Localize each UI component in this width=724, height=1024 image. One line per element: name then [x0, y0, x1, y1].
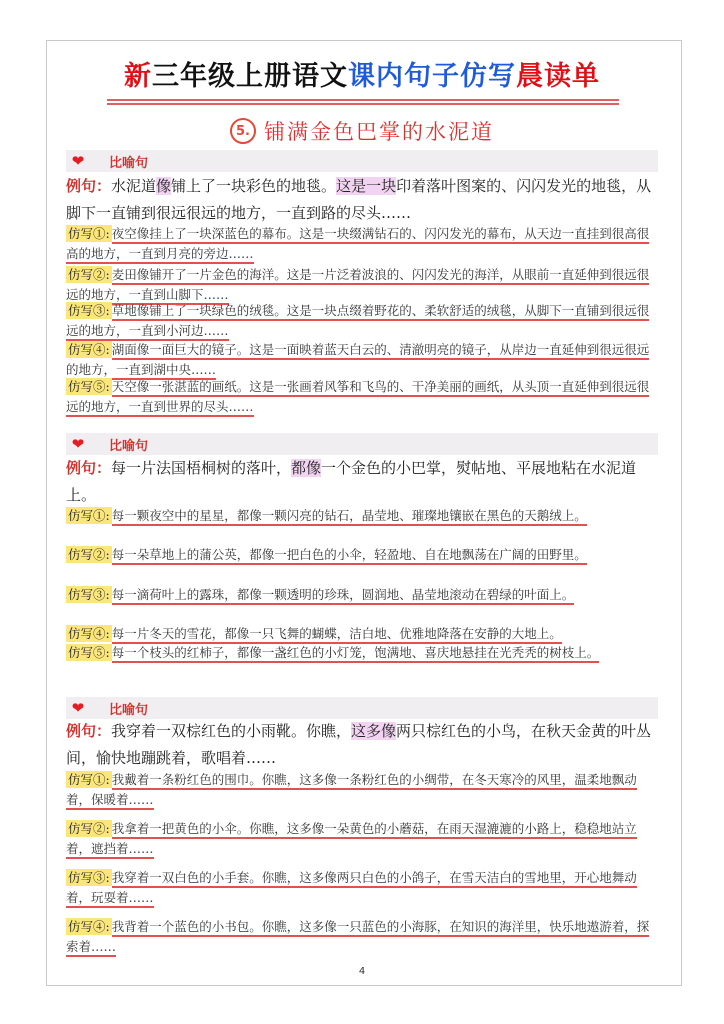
section-1-label: 比喻句 — [109, 155, 149, 171]
title-underline-2 — [107, 103, 619, 105]
lesson-number: 5. — [230, 118, 256, 144]
heart-icon: ❤ — [71, 435, 85, 453]
section-1-example: 例句：水泥道像铺上了一块彩色的地毯。这是一块印着落叶图案的、闪闪发光的地毯，从脚下一直铺到很远很远的地方，一直到路的尽头…… — [66, 177, 652, 222]
section-3-item-1: 仿写①: 我戴着一条粉红色的围巾。你瞧，这多像一条粉红色的小绸带，在冬天寒冷的风里，温柔地飘动着，保暖着…… — [66, 770, 658, 810]
section-1-item-2: 仿写②: 麦田像铺开了一片金色的海洋。这是一片泛着波浪的、闪闪发光的海洋，从眼前一直延伸到很远很远的地方，一直到山脚下…… — [66, 265, 658, 305]
section-2-item-4: 仿写④: 每一片冬天的雪花，都像一只飞舞的蝴蝶，洁白地、优雅地降落在安静的大地上。 — [66, 624, 658, 644]
section-2-item-3: 仿写③: 每一滴荷叶上的露珠，都像一颗透明的珍珠，圆润地、晶莹地滚动在碧绿的叶面上。 — [66, 585, 658, 605]
heart-icon: ❤ — [71, 699, 85, 717]
section-3-item-2: 仿写②: 我拿着一把黄色的小伞。你瞧，这多像一朵黄色的小蘑菇，在雨天湿漉漉的小路上，稳稳地站立着，遮挡着…… — [66, 819, 658, 859]
section-1-item-4: 仿写④: 湖面像一面巨大的镜子。这是一面映着蓝天白云的、清澈明亮的镜子，从岸边一直延伸到很远很远的地方，一直到湖中央…… — [66, 340, 658, 380]
lesson-title: 铺满金色巴掌的水泥道 — [264, 120, 494, 144]
section-2-header — [66, 433, 658, 455]
section-2-item-1: 仿写①: 每一颗夜空中的星星，都像一颗闪亮的钻石，晶莹地、璀璨地镶嵌在黑色的天鹅绒上。 — [66, 506, 658, 526]
section-3-header — [66, 697, 658, 719]
page-number: 4 — [358, 966, 366, 977]
section-3-item-3: 仿写③: 我穿着一双白色的小手套。你瞧，这多像两只白色的小鸽子，在雪天洁白的雪地里，开心地舞动着，玩耍着…… — [66, 868, 658, 908]
section-1-item-3: 仿写③: 草地像铺上了一块绿色的绒毯。这是一块点缀着野花的、柔软舒适的绒毯，从脚下一直铺到很远很远的地方，一直到小河边…… — [66, 301, 658, 341]
section-2-item-5: 仿写⑤: 每一个枝头的红柿子，都像一盏红色的小灯笼，饱满地、喜庆地悬挂在光秃秃的树枝上。 — [66, 643, 658, 663]
section-1-header — [66, 150, 658, 172]
section-1-item-1: 仿写①: 夜空像挂上了一块深蓝色的幕布。这是一块缀满钻石的、闪闪发光的幕布，从天边一直挂到很高很高的地方，一直到月亮的旁边…… — [66, 224, 658, 264]
section-3-item-4: 仿写④: 我背着一个蓝色的小书包。你瞧，这多像一只蓝色的小海豚，在知识的海洋里，快乐地遨游着，探索着…… — [66, 917, 658, 957]
section-2-item-2: 仿写②: 每一朵草地上的蒲公英，都像一把白色的小伞，轻盈地、自在地飘荡在广阔的田野里。 — [66, 545, 658, 565]
page-title: 新三年级上册语文课内句子仿写晨读单 — [124, 61, 600, 92]
section-2-label: 比喻句 — [109, 438, 149, 454]
section-2-example: 例句：每一片法国梧桐树的落叶，都像一个金色的小巴掌，熨帖地、平展地粘在水泥道上。 — [66, 459, 637, 504]
section-3-label: 比喻句 — [109, 702, 149, 718]
lesson-heading — [0, 114, 724, 148]
heart-icon: ❤ — [71, 152, 85, 170]
title-underline — [107, 99, 619, 101]
section-1-item-5: 仿写⑤: 天空像一张湛蓝的画纸。这是一张画着风筝和飞鸟的、干净美丽的画纸，从头顶一直延伸到很远很远的地方，一直到世界的尽头…… — [66, 377, 658, 417]
section-3-example: 例句：我穿着一双棕红色的小雨靴。你瞧，这多像两只棕红色的小鸟，在秋天金黄的叶丛间，愉快地蹦跳着，歌唱着…… — [66, 722, 652, 767]
